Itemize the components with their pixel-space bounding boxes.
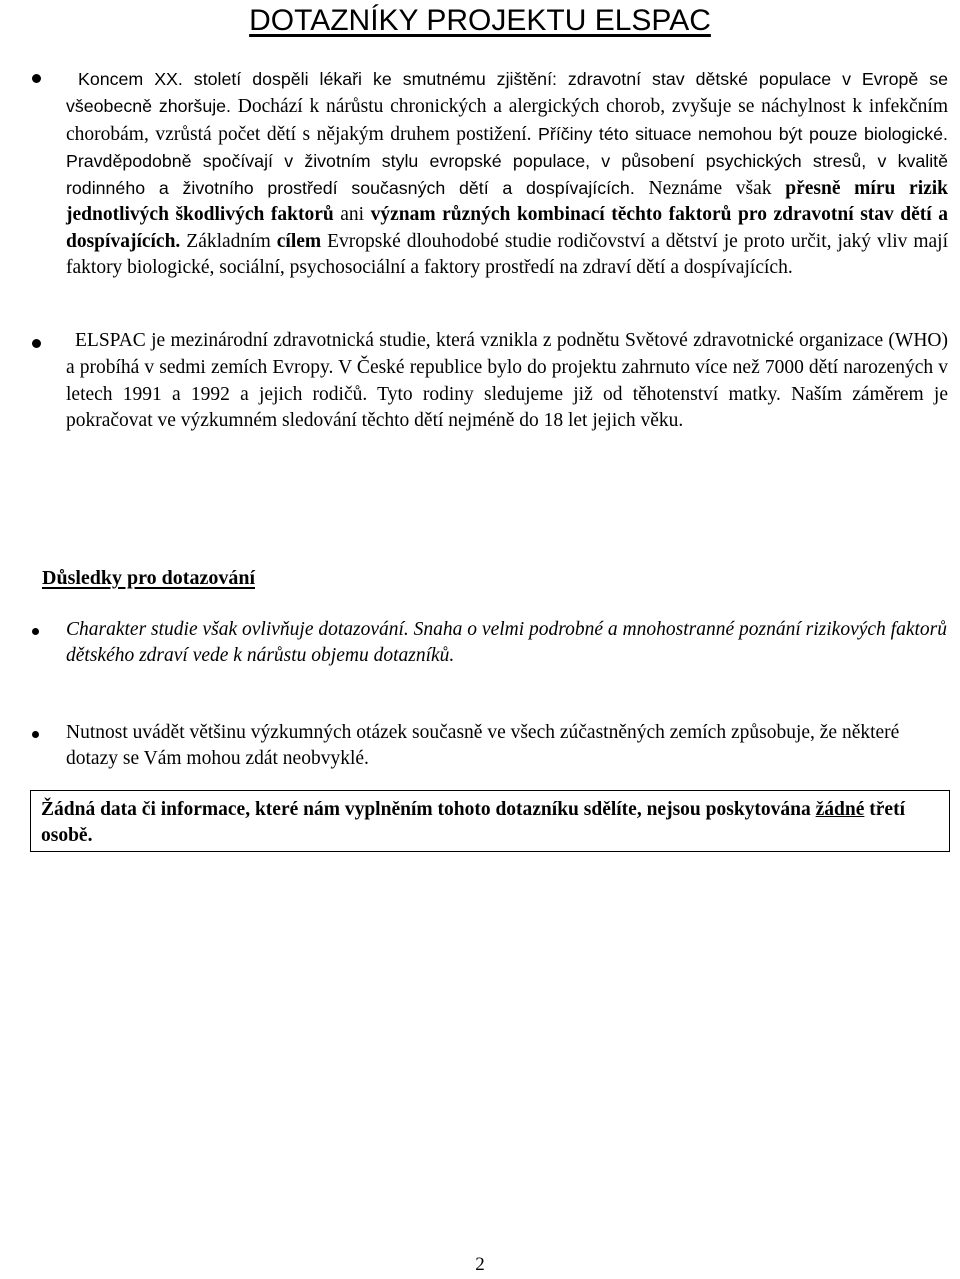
intro-sentence-5d: význam různých kombinací těchto faktorů pro zdravotní stav dětí a dospívajících.	[66, 204, 949, 252]
page-number: 2	[475, 1254, 485, 1275]
privacy-notice-box	[30, 790, 950, 852]
intro-sentence-5c: ani	[340, 204, 365, 226]
privacy-notice-part-1: Žádná data či informace, které nám vyplněním tohoto dotazníku sdělíte, nejsou poskytována	[41, 799, 811, 820]
elspac-sentence-3: Tyto rodiny sledujeme již od těhotenství matky.	[377, 383, 781, 405]
bullet-icon	[32, 628, 39, 635]
page-title: DOTAZNÍKY PROJEKTU ELSPAC	[249, 4, 711, 37]
intro-sentence-5b: přesně míru rizik jednotlivých škodlivých faktorů	[66, 178, 949, 226]
privacy-notice-part-3: třetí osobě.	[41, 799, 905, 846]
intro-sentence-5a: Neznáme však	[648, 178, 772, 200]
intro-sentence-6c: Evropské dlouhodobé studie rodičovství a dětství je proto určit, jaký vliv mají faktory biologické, sociální, psychosociální a faktory prostředí na zdraví dětí a dospívajících.	[66, 230, 949, 279]
elspac-sentence-2: V České republice bylo do projektu zahrnuto více než 7000 dětí narozených v letech 1991 a 1992 a jejich rodičů.	[66, 356, 948, 405]
elspac-sentence-4: Naším záměrem je pokračovat ve výzkumném sledování těchto dětí nejméně do 18 let jejich věku.	[66, 383, 949, 432]
intro-sentence-2: Dochází k nárůstu chronických a alergických chorob, zvyšuje se náchylnost k infekčním chorobám, vzrůstá počet dětí s nějakým druhem postižení.	[66, 96, 948, 145]
intro-sentence-3: Příčiny této situace nemohou být pouze biologické.	[538, 123, 948, 144]
bullet-icon	[32, 731, 39, 738]
consequence-item-1: Charakter studie však ovlivňuje dotazování. Snaha o velmi podrobné a mnohostranné poznání rizikových faktorů dětského zdraví vede k nárůstu objemu dotazníků.	[66, 619, 947, 667]
elspac-sentence-1: ELSPAC je mezinárodní zdravotnická studie, která vznikla z podnětu Světové zdravotnické organizace (WHO) a probíhá v sedmi zemích Evropy.	[66, 330, 948, 378]
bullet-icon	[32, 74, 41, 83]
intro-sentence-4: Pravděpodobně spočívají v životním stylu evropské populace, v působení psychických stresů, v kvalitě rodinného a životního prostředí současných dětí a dospívajících.	[66, 150, 948, 199]
consequence-item-2: Nutnost uvádět většinu výzkumných otázek současně ve všech zúčastněných zemích způsobuje, že některé dotazy se Vám mohou zdát neobvyklé.	[66, 722, 900, 770]
section-heading: Důsledky pro dotazování	[42, 567, 256, 589]
privacy-notice-emphasis: žádné	[815, 799, 865, 820]
bullet-icon	[32, 339, 41, 348]
elspac-paragraph	[66, 328, 948, 435]
intro-paragraph	[66, 66, 948, 281]
privacy-notice	[41, 797, 941, 849]
intro-sentence-6a: Základním	[186, 230, 271, 252]
intro-sentence-1: Koncem XX. století dospěli lékaři ke smutnému zjištění: zdravotní stav dětské populace v Evropě se všeobecně zhoršuje.	[66, 69, 948, 117]
intro-sentence-6b: cílem	[276, 230, 322, 252]
